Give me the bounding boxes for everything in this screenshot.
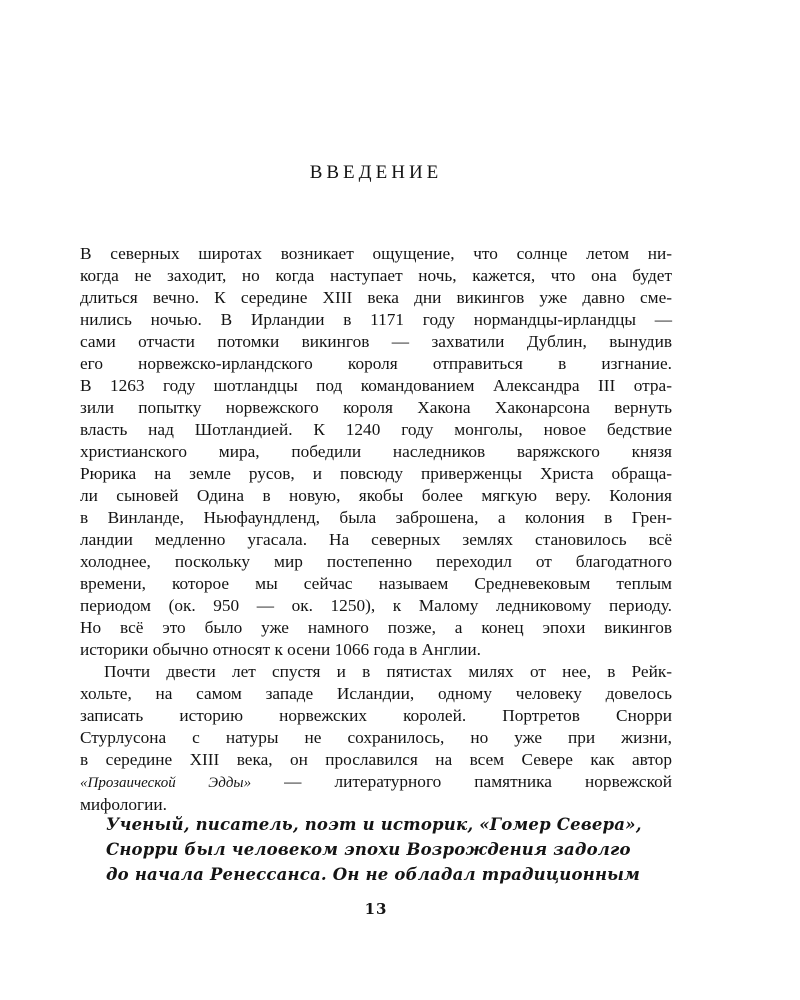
text-line: когда не заходит, но когда наступает ночь, кажется, что она будет [80, 266, 672, 285]
text-line: В северных широтах возникает ощущение, что солнце летом ни- [80, 244, 672, 263]
text-line: ли сыновей Одина в новую, якобы более мягкую веру. Колония [80, 486, 672, 505]
quote-line: до начала Ренессанса. Он не обладал традиционным [106, 865, 641, 884]
text-line: периодом (ок. 950 — ок. 1250), к Малому ледниковому периоду. [80, 596, 672, 615]
chapter-title: ВВЕДЕНИЕ [309, 162, 443, 183]
quote-line: Снорри был человеком эпохи Возрождения задолго [106, 840, 631, 859]
quote-line: Ученый, писатель, поэт и историк, «Гомер Севера», [106, 815, 642, 834]
text-line: власть над Шотландией. К 1240 году монголы, новое бедствие [80, 420, 672, 439]
paragraph-2 [80, 661, 672, 816]
text-line: В 1263 году шотландцы под командованием Александра III отра- [80, 376, 672, 395]
text-line: Стурлусона с натуры не сохранилось, но уже при жизни, [80, 728, 672, 747]
text-line: мифологии. [80, 795, 167, 814]
text-line: времени, которое мы сейчас называем Средневековым теплым [80, 574, 672, 593]
text-fragment: — литературного памятника норвежской [251, 772, 672, 791]
text-line: в середине XIII века, он прославился на всем Севере как автор [80, 750, 672, 769]
book-title-italic: «Прозаической Эдды» [80, 775, 252, 791]
text-line: Почти двести лет спустя и в пятистах милях от нее, в Рейк- [104, 662, 672, 681]
text-line: в Винланде, Ньюфаундленд, была заброшена, а колония в Грен- [80, 508, 672, 527]
text-line: Но всё это было уже намного позже, а конец эпохи викингов [80, 618, 672, 637]
paragraph-1 [80, 243, 672, 661]
text-line: христианского мира, победили наследников варяжского князя [80, 442, 672, 461]
text-line: историки обычно относят к осени 1066 года в Англии. [80, 640, 481, 659]
text-line: записать историю норвежских королей. Портретов Снорри [80, 706, 672, 725]
text-line: ландии медленно угасала. На северных землях становилось всё [80, 530, 672, 549]
text-line: сами отчасти потомки викингов — захватили Дублин, вынудив [80, 332, 672, 351]
text-line: зили попытку норвежского короля Хакона Хаконарсона вернуть [80, 398, 672, 417]
text-line: нились ночью. В Ирландии в 1171 году нормандцы-ирландцы — [80, 310, 672, 329]
body-text [80, 243, 672, 816]
text-line: хольте, на самом западе Исландии, одному человеку довелось [80, 684, 672, 703]
page-number: 13 [364, 900, 388, 918]
text-line: холоднее, поскольку мир постепенно переходил от благодатного [80, 552, 672, 571]
text-line: Рюрика на земле русов, и повсюду приверженцы Христа обраща- [80, 464, 672, 483]
text-line [80, 771, 672, 794]
text-line: длиться вечно. К середине XIII века дни викингов уже давно сме- [80, 288, 672, 307]
text-line: его норвежско-ирландского короля отправиться в изгнание. [80, 354, 672, 373]
pull-quote [106, 812, 646, 887]
